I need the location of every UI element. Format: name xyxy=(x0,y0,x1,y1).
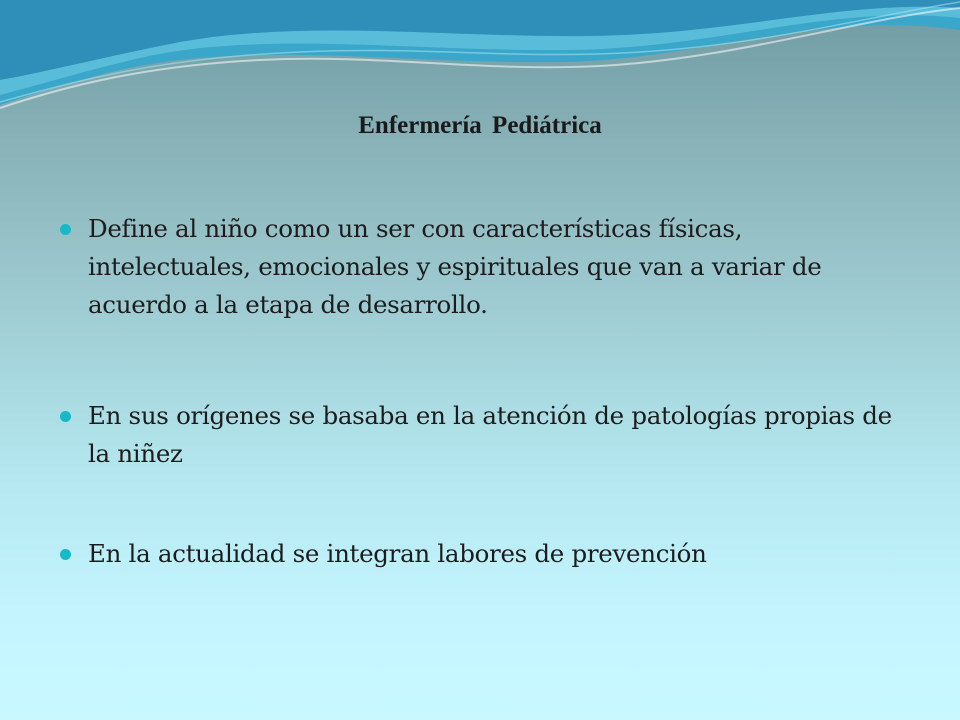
bullet-text: En la actualidad se integran labores de prevención xyxy=(88,539,707,568)
bullet-item xyxy=(60,397,900,473)
bullet-text: Define al niño como un ser con características físicas, intelectuales, emocionales y espirituales que van a variar de acuerdo a la etapa de desarrollo. xyxy=(88,214,822,319)
bullet-dot-icon xyxy=(60,549,71,560)
bullet-item xyxy=(60,535,900,573)
bullet-item xyxy=(60,210,900,324)
bullet-dot-icon xyxy=(60,224,71,235)
slide-title: Enfermería Pediátrica xyxy=(358,112,602,139)
bullet-dot-icon xyxy=(60,411,71,422)
bullet-text: En sus orígenes se basaba en la atención de patologías propias de la niñez xyxy=(88,401,892,468)
